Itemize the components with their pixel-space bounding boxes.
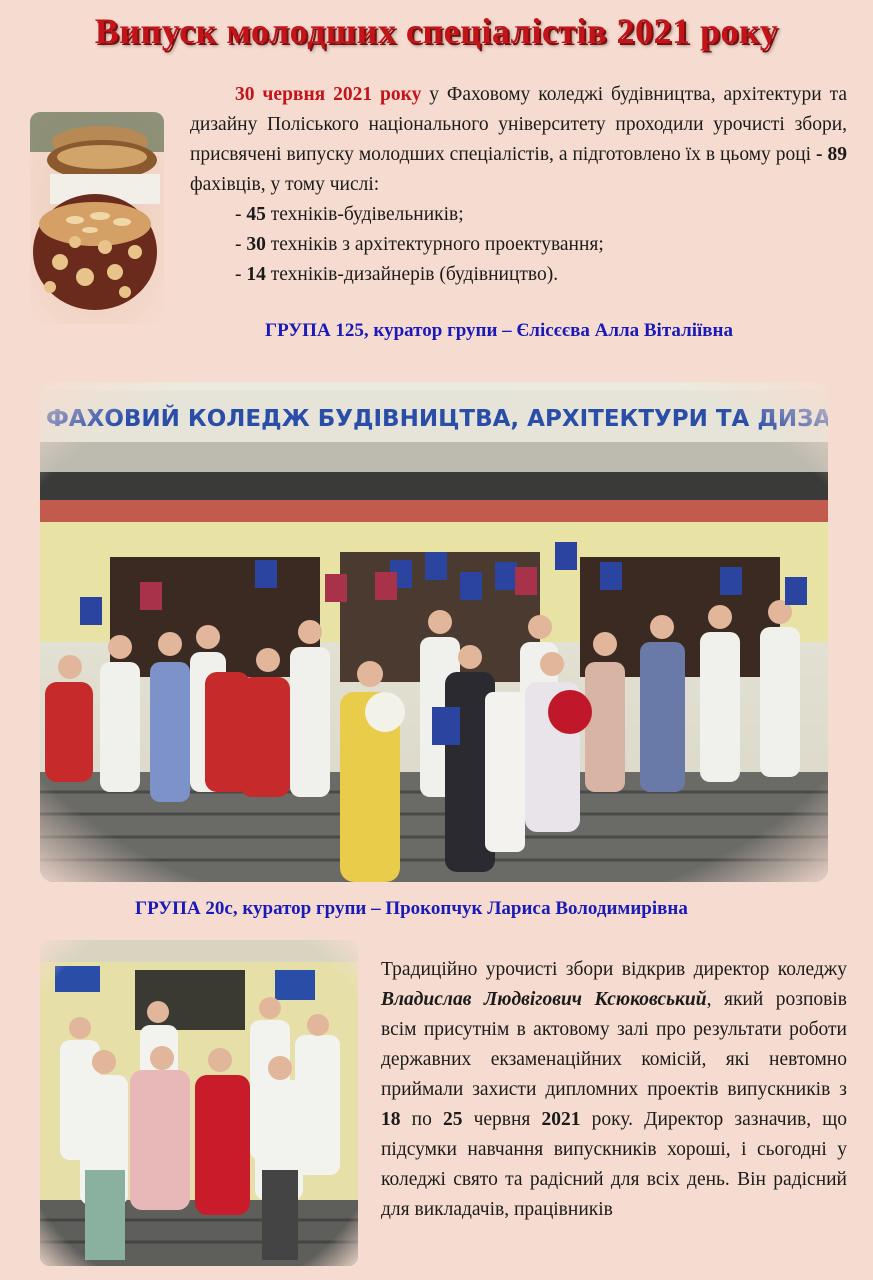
list-item: - 14 техніків-дизайнерів (будівництво).: [235, 264, 559, 285]
list-item: - 45 техніків-будівельників;: [235, 204, 464, 225]
graduate-count: 89: [827, 144, 847, 165]
body-paragraph: Традиційно урочисті збори відкрив директор коледжу Владислав Людвігович Ксюковський, який розповів всім присутнім в актовому залі про результати роботи державних екзаменаційних комісій, які невтомно приймали захисти дипломних проектів випускників з 18 по 25 червня 2021 року. Директор зазначив, що підсумки навчання випускників хороші, і сьогодні у коледжі свято та радісний для всіх день. Він радісний для викладачів, працівників: [381, 959, 847, 1220]
page-title: Випуск молодших спеціалістів 2021 року: [94, 11, 779, 51]
body-text: [381, 955, 847, 1225]
group-125-caption: ГРУПА 125, куратор групи – Єлісєєва Алла Віталіївна: [265, 320, 733, 341]
korovai-photo: [30, 112, 164, 324]
specialty-list: [190, 200, 847, 290]
event-date: 30 червня 2021 року: [235, 84, 422, 105]
intro-paragraph: 30 червня 2021 року у Фаховому коледжі будівництва, архітектури та дизайну Поліського національного університету проходили урочисті збори, присвячені випуску молодших спеціалістів, а підготовлено їх в цьому році - 89 фахівців, у тому числі:: [190, 84, 847, 195]
group-125-photo: [40, 382, 828, 882]
group-20c-photo: [40, 940, 358, 1266]
director-name: Владислав Людвігович Ксюковський: [381, 989, 707, 1010]
intro-text: [190, 80, 847, 290]
list-item: - 30 техніків з архітектурного проектування;: [235, 234, 604, 255]
group-20c-caption: ГРУПА 20с, куратор групи – Прокопчук Лариса Володимирівна: [135, 898, 688, 919]
